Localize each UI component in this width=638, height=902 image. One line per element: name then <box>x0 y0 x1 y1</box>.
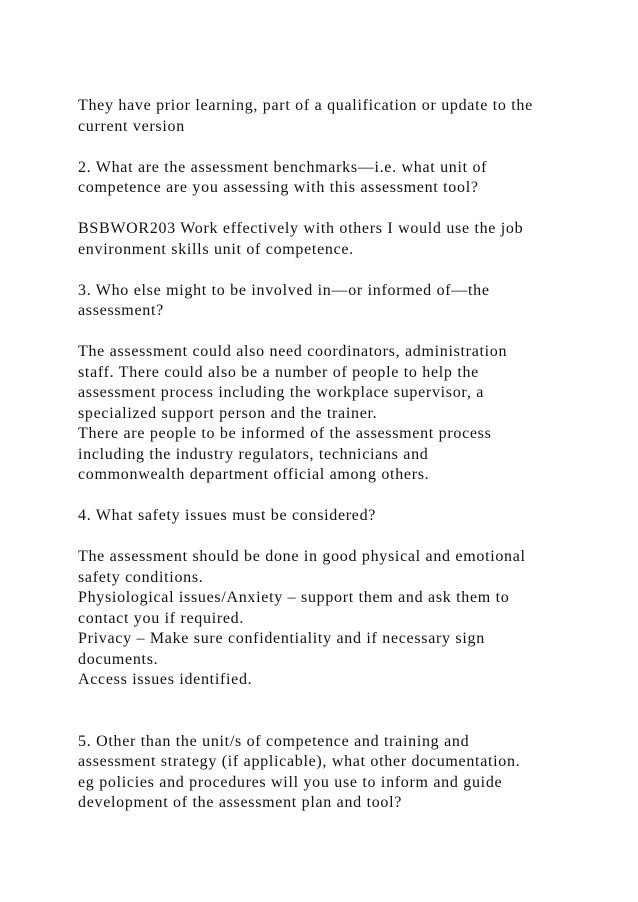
question-line: assessment? <box>78 302 164 319</box>
answer-line: contact you if required. <box>78 609 245 627</box>
question-line: eg policies and procedures will you use to inform and guide <box>78 773 503 791</box>
answer-line: There are people to be informed of the assessment process <box>78 425 492 442</box>
question-line: 4. What safety issues must be considered? <box>78 507 377 524</box>
answer-line: assessment process including the workplace supervisor, a <box>78 384 485 401</box>
blank-line <box>78 527 608 548</box>
answer-line: BSBWOR203 Work effectively with others I would use the job <box>78 220 524 237</box>
blank-lines <box>78 691 608 732</box>
answer-line: The assessment should be done in good physical and emotional <box>78 548 526 565</box>
paragraph-line: current version <box>78 117 185 135</box>
blank-line <box>78 486 608 507</box>
question-line: competence are you assessing with this assessment tool? <box>78 179 479 196</box>
blank-line <box>78 137 608 158</box>
question-line: 3. Who else might to be involved in—or informed of—the <box>78 281 490 299</box>
answer-line: commonwealth department official among others. <box>78 466 430 483</box>
question-line: 5. Other than the unit/s of competence and training and <box>78 732 470 750</box>
answer-line: documents. <box>78 650 159 668</box>
blank-line <box>78 322 608 343</box>
answer-line: including the industry regulators, technicians and <box>78 445 429 463</box>
answer-line: safety conditions. <box>78 568 204 586</box>
blank-line <box>78 199 608 220</box>
answer-line: Physiological issues/Anxiety – support them and ask them to <box>78 589 510 606</box>
blank-line <box>78 260 608 281</box>
answer-line: Access issues identified. <box>78 671 253 688</box>
answer-line: staff. There could also be a number of people to help the <box>78 363 479 381</box>
answer-line: Privacy – Make sure confidentiality and if necessary sign <box>78 630 485 647</box>
question-line: 2. What are the assessment benchmarks—i.e. what unit of <box>78 158 488 176</box>
answer-line: The assessment could also need coordinators, administration <box>78 343 508 360</box>
answer-line: specialized support person and the trainer. <box>78 404 378 422</box>
document-body <box>78 96 608 814</box>
paragraph-line: They have prior learning, part of a qualification or update to the <box>78 97 533 114</box>
question-line: development of the assessment plan and tool? <box>78 794 403 811</box>
question-line: assessment strategy (if applicable), what other documentation. <box>78 753 521 770</box>
answer-line: environment skills unit of competence. <box>78 240 354 258</box>
